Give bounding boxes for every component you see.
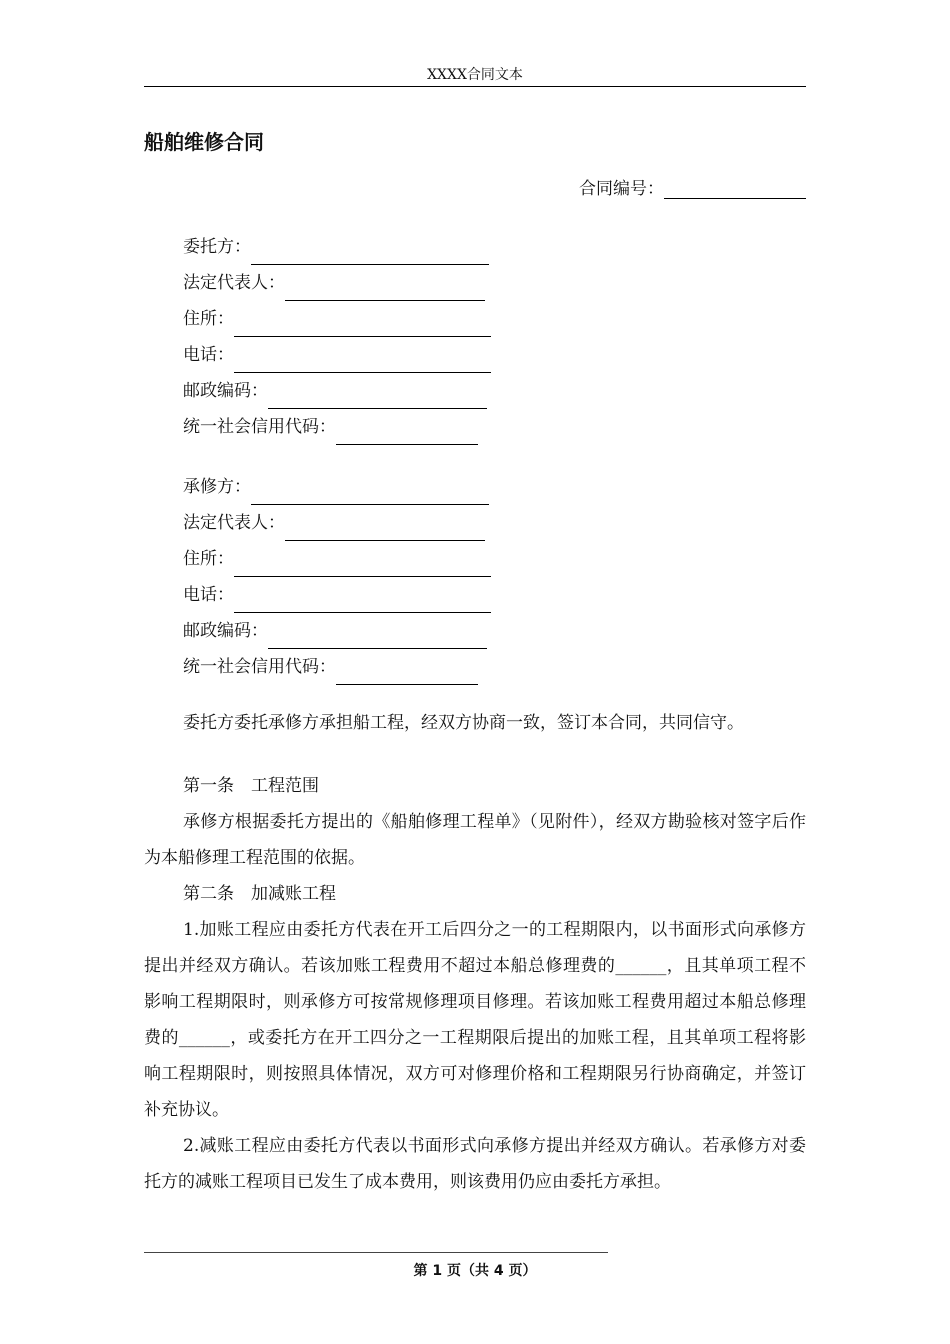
field-label: 住所： bbox=[183, 309, 234, 329]
field-label: 法定代表人： bbox=[183, 273, 285, 293]
client-postcode-field bbox=[183, 373, 491, 409]
client-credit-code-field bbox=[183, 409, 491, 445]
field-blank bbox=[285, 522, 485, 541]
contract-number bbox=[579, 174, 806, 199]
article-2-clause-2: 2.减账工程应由委托方代表以书面形式向承修方提出并经双方确认。若承修方对委托方的减账工程项目已发生了成本费用，则该费用仍应由委托方承担。 bbox=[144, 1136, 806, 1192]
contractor-phone-field bbox=[183, 577, 491, 613]
contractor-address-field bbox=[183, 541, 491, 577]
intro-paragraph: 委托方委托承修方承担船工程，经双方协商一致，签订本合同，共同信守。 bbox=[183, 713, 744, 733]
client-address-field bbox=[183, 301, 491, 337]
article-2-clause-1: 1.加账工程应由委托方代表在开工后四分之一的工程期限内，以书面形式向承修方提出并经双方确认。若该加账工程费用不超过本船总修理费的______，且其单项工程不影响工程期限时，则承修方可按常规修理项目修理。若该加账工程费用超过本船总修理费的______，或委托方在开工四分之一工程期限后提出的加账工程，且其单项工程将影响工程期限时，则按照具体情况，双方可对修理价格和工程期限另行协商确定，并签订补充协议。 bbox=[144, 920, 806, 1120]
field-label: 承修方： bbox=[183, 477, 251, 497]
field-blank bbox=[234, 558, 491, 577]
field-blank bbox=[268, 630, 487, 649]
page-footer: 第 1 页（共 4 页） bbox=[413, 1263, 537, 1279]
client-phone-field bbox=[183, 337, 491, 373]
field-label: 电话： bbox=[183, 345, 234, 365]
article-2-heading: 第二条 加减账工程 bbox=[183, 884, 336, 904]
field-label: 邮政编码： bbox=[183, 621, 268, 641]
field-label: 统一社会信用代码： bbox=[183, 657, 336, 677]
field-label: 统一社会信用代码： bbox=[183, 417, 336, 437]
field-blank bbox=[234, 594, 491, 613]
field-blank bbox=[336, 666, 478, 685]
contractor-postcode-field bbox=[183, 613, 491, 649]
field-blank bbox=[251, 246, 489, 265]
field-blank bbox=[234, 318, 491, 337]
header-rule bbox=[144, 86, 806, 87]
contractor-credit-code-field bbox=[183, 649, 491, 685]
field-blank bbox=[234, 354, 491, 373]
field-label: 邮政编码： bbox=[183, 381, 268, 401]
field-blank bbox=[251, 486, 489, 505]
field-label: 电话： bbox=[183, 585, 234, 605]
footer-rule bbox=[144, 1252, 608, 1253]
field-blank bbox=[285, 282, 485, 301]
field-blank bbox=[336, 426, 478, 445]
client-block bbox=[183, 229, 491, 445]
contractor-representative-field bbox=[183, 505, 491, 541]
field-label: 委托方： bbox=[183, 237, 251, 257]
document-title: 船舶维修合同 bbox=[144, 130, 264, 154]
contractor-block bbox=[183, 469, 491, 685]
article-1-heading: 第一条 工程范围 bbox=[183, 776, 319, 796]
page-header: XXXX合同文本 bbox=[427, 67, 523, 83]
field-label: 法定代表人： bbox=[183, 513, 285, 533]
field-blank bbox=[268, 390, 487, 409]
contract-number-label: 合同编号： bbox=[579, 179, 664, 199]
client-name-field bbox=[183, 229, 491, 265]
article-1-text: 承修方根据委托方提出的《船舶修理工程单》（见附件），经双方勘验核对签字后作为本船修理工程范围的依据。 bbox=[144, 812, 806, 868]
client-representative-field bbox=[183, 265, 491, 301]
contract-body bbox=[144, 768, 806, 1200]
contractor-name-field bbox=[183, 469, 491, 505]
contract-number-blank bbox=[664, 180, 806, 199]
field-label: 住所： bbox=[183, 549, 234, 569]
